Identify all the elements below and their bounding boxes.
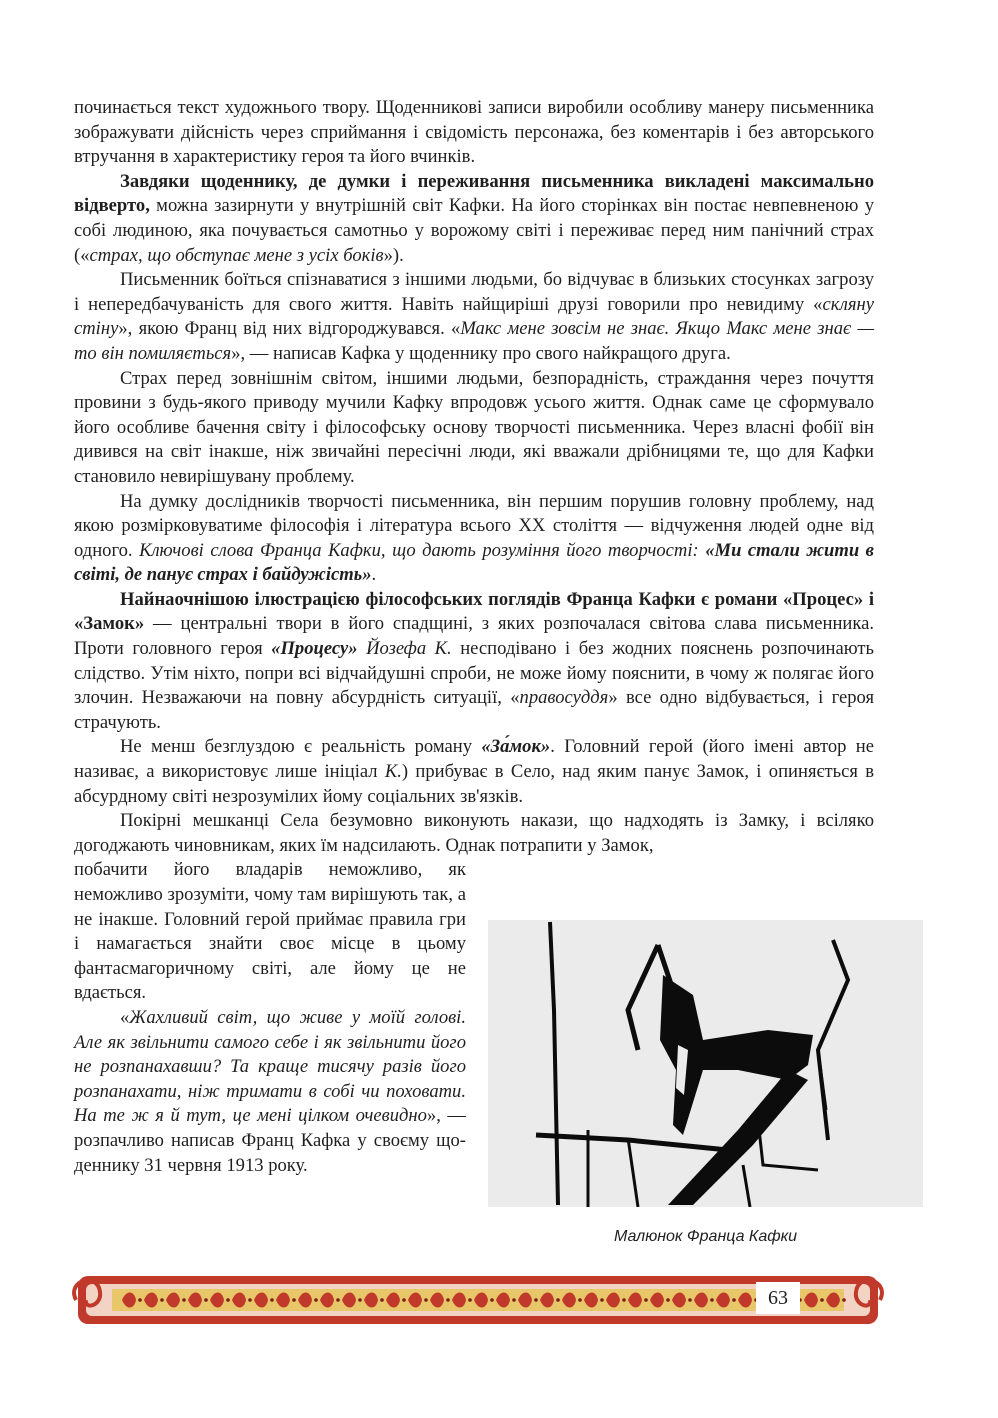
bold-italic-title: «За́мок»	[481, 736, 551, 758]
text-run: починається текст художнього твору. Щоденникові записи виробили особливу манеру письменника зображувати дійсність через сприймання і свідомість персонажа, без коментарів і без авторського втручання в характеристику героя та його вчинків.	[74, 97, 874, 168]
ornament-dot	[358, 1298, 362, 1302]
text-run: — центральні твори в його спадщині, з яких розпочалася світова слава письменника. Проти головного героя	[74, 613, 874, 660]
figure-caption: Малюнок Франца Кафки	[613, 1228, 798, 1245]
ornament-dot	[710, 1298, 714, 1302]
ornament-dot	[402, 1298, 406, 1302]
ornament-dot	[380, 1298, 384, 1302]
text-run: Не менш безглуздою є реальність роману	[120, 736, 482, 758]
ornament-dot	[248, 1298, 252, 1302]
italic-text: скляну стіну	[74, 293, 874, 340]
ornament-dot	[622, 1298, 626, 1302]
ornament-dot	[842, 1298, 846, 1302]
kafka-drawing	[488, 920, 923, 1207]
bold-text: Найнаочнішою ілюстрацією філософських поглядів Франца Кафки є романи «Процес» і «Замок»	[74, 588, 874, 635]
ornament-dot	[138, 1298, 142, 1302]
paragraph	[74, 96, 874, 170]
ornament-dot	[446, 1298, 450, 1302]
italic-text: Макс мене зовсім не знає. Якщо Макс мене знає — то він помиляється	[74, 318, 874, 364]
text-run: «	[120, 1006, 130, 1028]
ornament-dot	[688, 1298, 692, 1302]
text-run: ) прибуває в Село, над яким панує Замок, і опиняється в абсурдному світі незрозумілих йому соціальних зв'язків.	[74, 761, 874, 807]
text-run: Письменник боїться спізнаватися з іншими людьми, бо відчуває в близьких стосунках загрозу і непередбачуваність для свого життя. Навіть найщиріші друзі говорили про невидиму «	[74, 269, 874, 315]
ornament-dot	[204, 1298, 208, 1302]
ornament-dot	[578, 1298, 582, 1302]
quote-paragraph	[74, 1006, 466, 1178]
paragraph	[74, 735, 874, 809]
italic-text: страх, що обступає мене з усіх боків	[89, 244, 384, 266]
ink-sketch-image	[488, 920, 923, 1207]
paragraph-beside-figure	[74, 858, 466, 1006]
ornament-dot	[490, 1298, 494, 1302]
ornament-dot	[732, 1298, 736, 1302]
paragraph	[74, 170, 874, 268]
ornament-dot	[160, 1298, 164, 1302]
text-run: »).	[383, 244, 404, 266]
ornament-dot	[820, 1298, 824, 1302]
bold-text: Завдяки щоденнику, де думки і переживання письменника викладені максимально відверто,	[74, 170, 874, 217]
text-run: несподівано і без жодних пояснень розпочинають слідство. Утім ніхто, попри всі відчайдушні спроби, не може йому пояснити, в чому ж полягає його злочин. Незважаючи на повну абсурдність ситуації, «	[74, 638, 874, 709]
ornament-dot	[666, 1298, 670, 1302]
paragraph	[74, 809, 874, 858]
text-run: Страх перед зовнішнім світом, іншими людьми, безпорадність, страждання через почуття провини з будь-якого приводу мучили Кафку впродовж усього життя. Однак саме це сформувало його особливе бачення світу і філософську основу творчості письменника. Через власні фобії він дивився на світ інакше, ніж звичайні пересічні люди, які вважали дрібницями те, що для Кафки становило невирішувану проблему.	[74, 367, 874, 487]
text-run: » все одно відбувається, і героя страчують.	[74, 687, 874, 733]
ornament-dot	[512, 1298, 516, 1302]
ornament-dot	[292, 1298, 296, 1302]
text-run: », якою Франц від них відгороджувався. «	[118, 318, 461, 340]
text-run: », — написав Кафка у щоденнику про свого найкращого друга.	[231, 342, 731, 364]
italic-text: К.	[384, 761, 402, 783]
ornament-dot	[644, 1298, 648, 1302]
italic-text: Ключові слова Франца Кафки, що дають розуміння його творчості:	[139, 539, 706, 561]
text-run: Покірні мешканці Села безумовно виконують накази, що надходять із Замку, і всіляко догоджають чиновникам, яких їм надсилають. Однак потрапити у Замок,	[74, 810, 874, 856]
paragraph	[74, 367, 874, 490]
text-run: .	[371, 564, 377, 586]
ornament-dot	[226, 1298, 230, 1302]
bold-italic-title: «Процесу»	[271, 638, 358, 660]
italic-text: правосуддя	[519, 687, 609, 709]
ornament-dot	[270, 1298, 274, 1302]
text-run: », — розпачливо написав Франц Кафка у своєму щоденнику 31 червня 1913 року.	[74, 1105, 466, 1176]
italic-quote: Жахливий світ, що живе у моїй голові. Але як звільнити самого себе і як звільнити його не розпанахавши? Та краще тисячу разів його розпанахати, ніж тримати в собі чи поховати. На те ж я й тут, це мені цілком очевидно	[74, 1006, 466, 1127]
page-number: 63	[756, 1282, 800, 1314]
ornament-dot	[182, 1298, 186, 1302]
text-run: можна зазирнути у внутрішній світ Кафки. На його сторінках він постає невпевненою у собі людиною, яка почувається самотньо у ворожому світі і переживає перед ним панічний страх («	[74, 195, 874, 266]
italic-text: Йозефа К.	[357, 638, 452, 660]
bold-italic-quote: «Ми стали жити в світі, де панує страх і байдужість»	[74, 539, 874, 586]
text-run: . Головний герой (його імені автор не називає, а використовує лише ініціал	[74, 736, 874, 783]
ornament-dot	[424, 1298, 428, 1302]
text-run: побачити його владарів неможливо, як неможливо зрозуміти, чому там вирішують так, а не інакше. Головний герой приймає правила гри і намагається знайти своє місце в цьому фантасмагоричному світі, але йому це не вдається.	[74, 859, 466, 1004]
ornament-dot	[468, 1298, 472, 1302]
text-run: На думку дослідників творчості письменника, він першим порушив головну проблему, над якою розмірковуватиме філософія і література всього XX століття — відчуження людей одне від одного.	[74, 490, 874, 561]
ornament-dot	[600, 1298, 604, 1302]
ornament-dot	[314, 1298, 318, 1302]
paragraph	[74, 268, 874, 366]
ornament-dot	[556, 1298, 560, 1302]
paragraph	[74, 588, 874, 736]
paragraph	[74, 490, 874, 588]
ornament-dot	[336, 1298, 340, 1302]
ornament-dot	[534, 1298, 538, 1302]
